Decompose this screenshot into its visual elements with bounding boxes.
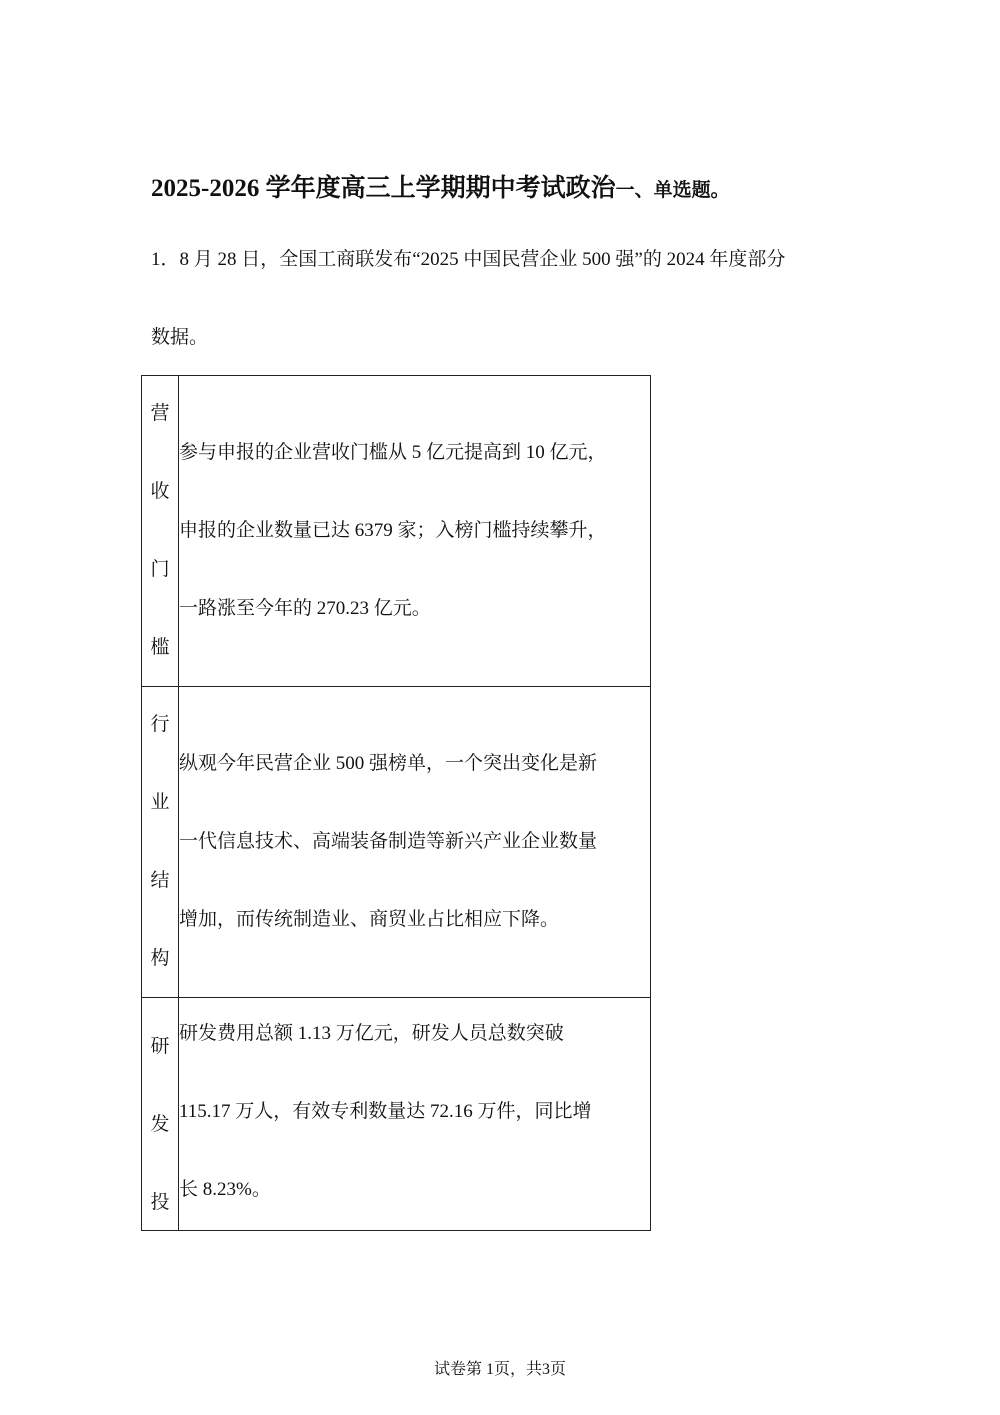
row-content-revenue-threshold xyxy=(179,376,651,687)
row-label-char: 槛 xyxy=(150,637,170,658)
question-1-line-2: 数据。 xyxy=(151,327,209,348)
content-line: 一代信息技术、高端装备制造等新兴产业企业数量 xyxy=(179,831,598,852)
row-label-char: 营 xyxy=(150,403,170,424)
row-label-char: 收 xyxy=(150,481,170,502)
exam-title xyxy=(151,168,730,204)
exam-title-main: 2025-2026 学年度高三上学期期中考试政治 xyxy=(151,175,616,202)
content-line: 115.17 万人，有效专利数量达 72.16 万件，同比增 xyxy=(179,1100,592,1122)
data-table xyxy=(141,375,651,1231)
question-1-line-1: 1．8 月 28 日，全国工商联发布“2025 中国民营企业 500 强”的 2024 年度部分 xyxy=(151,249,786,270)
content-line: 纵观今年民营企业 500 强榜单，一个突出变化是新 xyxy=(179,753,598,774)
row-label-char: 投 xyxy=(150,1192,170,1213)
row-label-revenue-threshold xyxy=(142,376,179,687)
row-label-industry-structure xyxy=(142,687,179,998)
content-line: 研发费用总额 1.13 万亿元，研发人员总数突破 xyxy=(179,1022,564,1044)
row-label-char: 门 xyxy=(150,559,170,580)
row-label-char: 研 xyxy=(150,1036,170,1057)
content-line: 一路涨至今年的 270.23 亿元。 xyxy=(179,598,431,619)
row-label-char: 行 xyxy=(150,714,170,735)
content-line: 增加，而传统制造业、商贸业占比相应下降。 xyxy=(179,909,560,930)
row-label-char: 结 xyxy=(150,870,170,891)
table-row xyxy=(142,687,651,998)
row-label-char: 构 xyxy=(150,948,170,969)
row-label-char: 发 xyxy=(150,1114,170,1135)
content-line: 申报的企业数量已达 6379 家；入榜门槛持续攀升， xyxy=(179,520,607,541)
section-heading: 一、单选题。 xyxy=(615,180,730,201)
content-line: 长 8.23%。 xyxy=(179,1178,271,1200)
table-row xyxy=(142,998,651,1231)
page-footer: 试卷第 1页，共3页 xyxy=(433,1361,566,1378)
row-content-rd-investment xyxy=(179,998,651,1231)
content-line: 参与申报的企业营收门槛从 5 亿元提高到 10 亿元， xyxy=(179,442,607,463)
row-label-rd-investment xyxy=(142,998,179,1231)
row-label-char: 业 xyxy=(150,792,170,813)
table-row xyxy=(142,376,651,687)
row-content-industry-structure xyxy=(179,687,651,998)
